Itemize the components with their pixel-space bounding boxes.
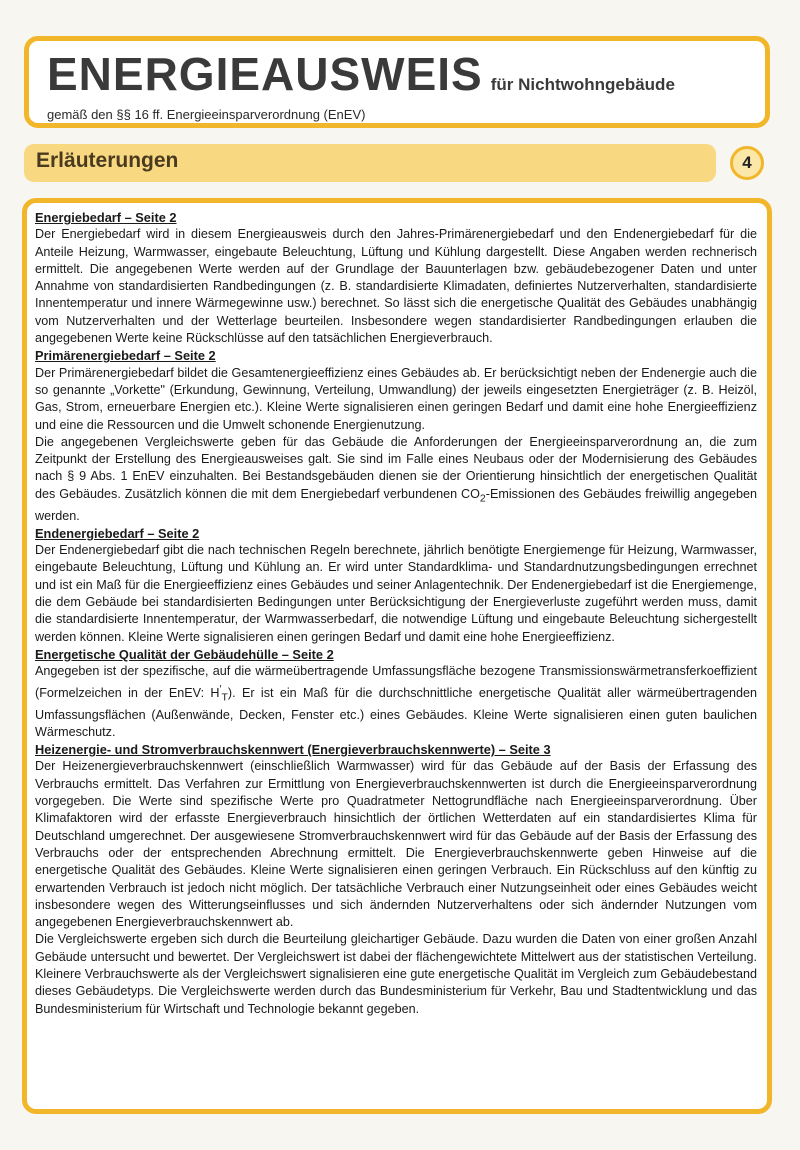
- paragraph-gebaeudehuelle: [35, 663, 757, 741]
- heading-energiebedarf: Energiebedarf – Seite 2: [35, 210, 177, 225]
- paragraph-verbrauchskennwert-1: Der Heizenergieverbrauchskennwert (einschließlich Warmwasser) wird für das Gebäude auf der Basis der Erfassung des Verbrauchs ermittelt. Das Verfahren zur Ermittlung von Energieverbrauchskennwerten ist durch die Energieeinsparverordnung vorgegeben. Die Werte sind spezifische Werte pro Quadratmeter Nettogrundfläche nach Energieeinsparverordnung. Über Klimafaktoren wird der erfasste Energieverbrauch hinsichtlich der örtlichen Wetterdaten auf ein standardisiertes Klima für Deutschland umgerechnet. Der ausgewiesene Stromverbrauchskennwert wird für das Gebäude auf der Basis der Erfassung des Verbrauchs oder der entsprechenden Abrechnung ermittelt. Die Energieverbrauchskennwerte geben Hinweise auf die energetische Qualität des Gebäudes. Kleine Werte signalisieren einen geringen Verbrauch. Ein Rückschluss auf den künftig zu erwartenden Verbrauch ist jedoch nicht möglich. Der tatsächliche Verbrauch einer Nutzungseinheit oder eines Gebäudes weicht insbesondere wegen des Witterungseinflusses und sich ändernden Nutzerverhaltens oder sich ändernder Nutzungen vom angegebenen Energieverbrauchskennwert ab.: [35, 759, 757, 930]
- content-box: [22, 198, 772, 1114]
- text-segment: -Emissionen des Gebäudes freiwillig angegeben werden.: [35, 486, 758, 523]
- heading-gebaeudehuelle: Energetische Qualität der Gebäudehülle – Seite 2: [35, 646, 334, 662]
- subscript: T: [221, 691, 228, 704]
- section-title: Erläuterungen: [36, 149, 179, 172]
- text-segment: ). Er ist ein Maß für die durchschnittliche energetische Qualität aller wärmeübertragenden Umfassungsflächen (Außenwände, Decken, Fenster etc.) eines Gebäudes. Kleine Werte signalisieren einen guten baulichen Wärmeschutz.: [35, 685, 757, 739]
- paragraph-endenergiebedarf: Der Endenergiebedarf gibt die nach technischen Regeln berechnete, jährlich benötigte Energiemenge für Heizung, Warmwasser, eingebaute Beleuchtung, Lüftung und Kühlung an. Er wird unter Standardklima- und Standardnutzungsbedingungen errechnet und ist ein Maß für die Energieeffizienz eines Gebäudes und seiner Anlagentechnik. Der Endenergiebedarf ist die Energiemenge, die dem Gebäude bei standardisierten Bedingungen unter Berücksichtigung der Energieverluste zugeführt werden muss, damit die standardisierte Innentemperatur, der Warmwasserbedarf, die notwendige Lüftung und eingebaute Beleuchtung sichergestellt werden können. Kleine Werte signalisieren einen geringen Bedarf und damit eine hohe Energieeffizienz.: [35, 543, 757, 644]
- heading-primaerenergiebedarf: Primärenergiebedarf – Seite 2: [35, 348, 216, 364]
- heading-verbrauchskennwert: Heizenergie- und Stromverbrauchskennwert (Energieverbrauchskennwerte) – Seite 3: [35, 742, 551, 758]
- subscript: 2: [479, 492, 486, 505]
- paragraph-energiebedarf: Der Energiebedarf wird in diesem Energieausweis durch den Jahres-Primärenergiebedarf und den Endenergiebedarf für die Anteile Heizung, Warmwasser, eingebaute Beleuchtung, Lüftung und Kühlung dargestellt. Diese Angaben werden rechnerisch ermittelt. Die angegebenen Werte werden auf der Grundlage der Bauunterlagen bzw. gebäudebezogener Daten und unter Annahme von standardisierten Randbedingungen (z. B. standardisierte Klimadaten, definiertes Nutzerverhalten, standardisierte Innentemperatur und innere Wärmegewinne usw.) berechnet. So lässt sich die energetische Qualität des Gebäudes unabhängig vom Nutzerverhalten und der Wetterlage beurteilen. Insbesondere wegen standardisierter Randbedingungen erlauben die angegebenen Werte keine Rückschlüsse auf den tatsächlichen Energieverbrauch.: [35, 227, 757, 346]
- section-bar: [24, 144, 716, 182]
- document-header: [24, 36, 770, 128]
- paragraph-primaerenergiebedarf-2: [35, 434, 757, 525]
- document-title-suffix: für Nichtwohngebäude: [490, 75, 675, 94]
- paragraph-verbrauchskennwert-2: Die Vergleichswerte ergeben sich durch die Beurteilung gleichartiger Gebäude. Dazu wurden die Daten von einer großen Anzahl Gebäude untersucht und bewertet. Der Vergleichswert ist dabei der flächengewichtete Mittelwert aus der statistischen Verteilung. Kleinere Verbrauchswerte als der Vergleichswert signalisieren eine gute energetische Qualität im Vergleich zum Gebäudebestand dieses Gebäudetyps. Die Vergleichswerte werden durch das Bundesministerium für Verkehr, Bau und Stadtentwicklung und das Bundesministerium für Wirtschaft und Technologie bekannt gegeben.: [35, 932, 757, 1016]
- content-body: [35, 209, 757, 1018]
- document-title: ENERGIEAUSWEIS: [47, 48, 483, 100]
- paragraph-primaerenergiebedarf-1: Der Primärenergiebedarf bildet die Gesamtenergieeffizienz eines Gebäudes ab. Er berücksichtigt neben der Endenergie auch die so genannte „Vorkette" (Erkundung, Gewinnung, Verteilung, Umwandlung) der jeweils eingesetzten Energieträger (z. B. Heizöl, Gas, Strom, erneuerbare Energien etc.). Kleine Werte signalisieren einen geringen Bedarf und damit eine hohe Energieeffizienz und eine die Ressourcen und die Umwelt schonende Energienutzung.: [35, 365, 757, 432]
- page-number-badge: 4: [730, 146, 764, 180]
- text-segment: Die angegebenen Vergleichswerte geben für das Gebäude die Anforderungen der Energieeinsparverordnung an, die zum Zeitpunkt der Erstellung des Energieausweises galt. Sie sind im Falle eines Neubaus oder der Modernisierung des Gebäudes nach § 9 Abs. 1 EnEV einzuhalten. Bei Bestandsgebäuden dienen sie der Orientierung hinsichtlich der energetischen Qualität des Gebäudes. Zusätzlich können die mit dem Energiebedarf verbundenen CO: [35, 434, 757, 501]
- title-row: [47, 47, 675, 101]
- heading-endenergiebedarf: Endenergiebedarf – Seite 2: [35, 525, 200, 541]
- superscript: ′: [219, 682, 222, 695]
- document-subtitle: gemäß den §§ 16 ff. Energieeinsparverordnung (EnEV): [47, 107, 366, 122]
- text-segment: Angegeben ist der spezifische, auf die wärmeübertragende Umfassungsfläche bezogene Transmissionswärmetransferkoeffizient (Formelzeichen in der EnEV: H: [35, 664, 757, 700]
